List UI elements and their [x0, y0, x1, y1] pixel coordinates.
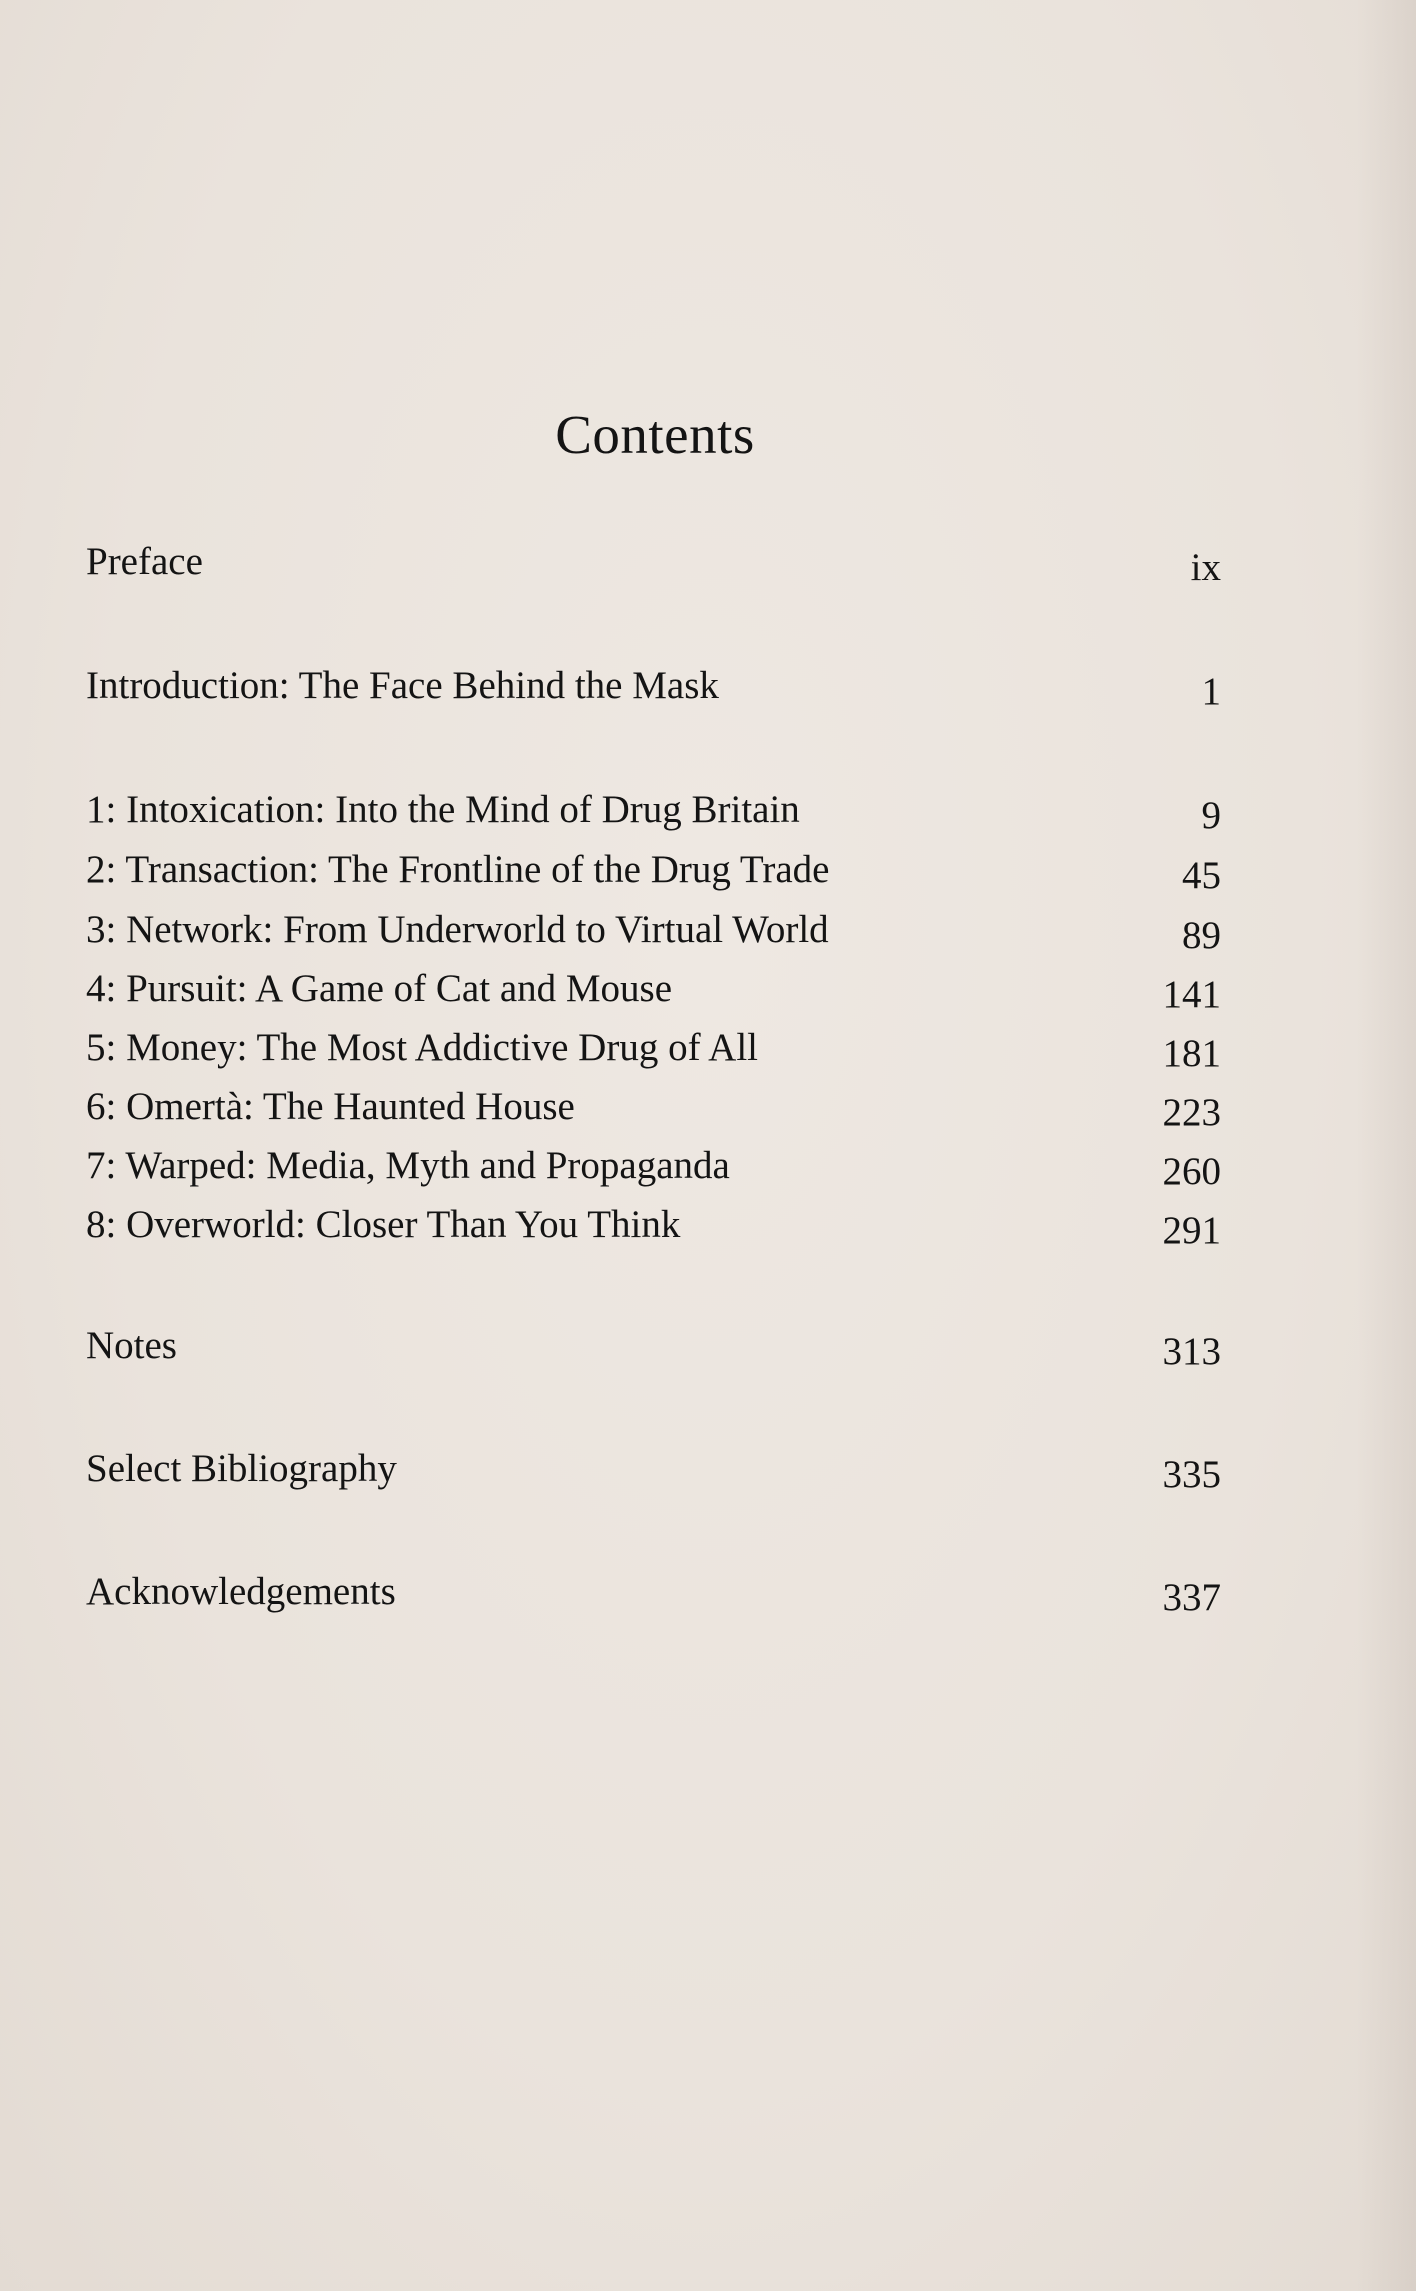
toc-entry-chapter-4 — [86, 961, 1221, 1017]
toc-entry-page: 1 — [1201, 670, 1221, 713]
toc-entry-page: 181 — [1162, 1032, 1221, 1075]
toc-entry-page: 291 — [1162, 1209, 1221, 1252]
toc-entry-introduction — [86, 658, 1221, 714]
toc-entry-notes — [86, 1318, 1221, 1374]
toc-entry-page: ix — [1190, 546, 1221, 589]
toc-entry-title: 7: Warped: Media, Myth and Propaganda — [86, 1144, 730, 1187]
toc-entry-page: 337 — [1162, 1576, 1221, 1619]
toc-entry-chapter-8 — [86, 1197, 1221, 1253]
toc-entry-title: Select Bibliography — [86, 1447, 397, 1490]
toc-entry-title: Introduction: The Face Behind the Mask — [86, 664, 719, 707]
toc-entry-chapter-6 — [86, 1079, 1221, 1135]
toc-entry-preface — [86, 534, 1221, 590]
toc-entry-chapter-1 — [86, 782, 1221, 838]
toc-entry-page: 45 — [1182, 854, 1221, 897]
toc-entry-page: 141 — [1162, 973, 1221, 1016]
toc-entry-chapter-7 — [86, 1138, 1221, 1194]
toc-entry-bibliography — [86, 1441, 1221, 1497]
page-edge-shadow — [1356, 0, 1416, 2291]
toc-entry-page: 89 — [1182, 914, 1221, 957]
toc-entry-page: 313 — [1162, 1330, 1221, 1373]
toc-entry-title: 5: Money: The Most Addictive Drug of All — [86, 1026, 758, 1069]
toc-entry-title: 4: Pursuit: A Game of Cat and Mouse — [86, 967, 673, 1010]
toc-entry-page: 9 — [1201, 794, 1221, 837]
page-title: Contents — [555, 404, 755, 465]
toc-entry-page: 223 — [1162, 1091, 1221, 1134]
toc-entry-title: 8: Overworld: Closer Than You Think — [86, 1203, 681, 1246]
toc-entry-page: 335 — [1162, 1453, 1221, 1496]
toc-entry-chapter-2 — [86, 842, 1221, 898]
toc-entry-title: Acknowledgements — [86, 1570, 396, 1613]
toc-entry-title: 6: Omertà: The Haunted House — [86, 1085, 575, 1128]
toc-entry-page: 260 — [1162, 1150, 1221, 1193]
toc-entry-title: 2: Transaction: The Frontline of the Drug Trade — [86, 848, 830, 891]
toc-entry-title: 3: Network: From Underworld to Virtual World — [86, 908, 829, 951]
toc-entry-title: Preface — [86, 540, 203, 583]
toc-entry-title: 1: Intoxication: Into the Mind of Drug Britain — [86, 788, 800, 831]
toc-entry-chapter-5 — [86, 1020, 1221, 1076]
toc-entry-title: Notes — [86, 1324, 177, 1367]
toc-entry-chapter-3 — [86, 902, 1221, 958]
toc-entry-acknowledgements — [86, 1564, 1221, 1620]
